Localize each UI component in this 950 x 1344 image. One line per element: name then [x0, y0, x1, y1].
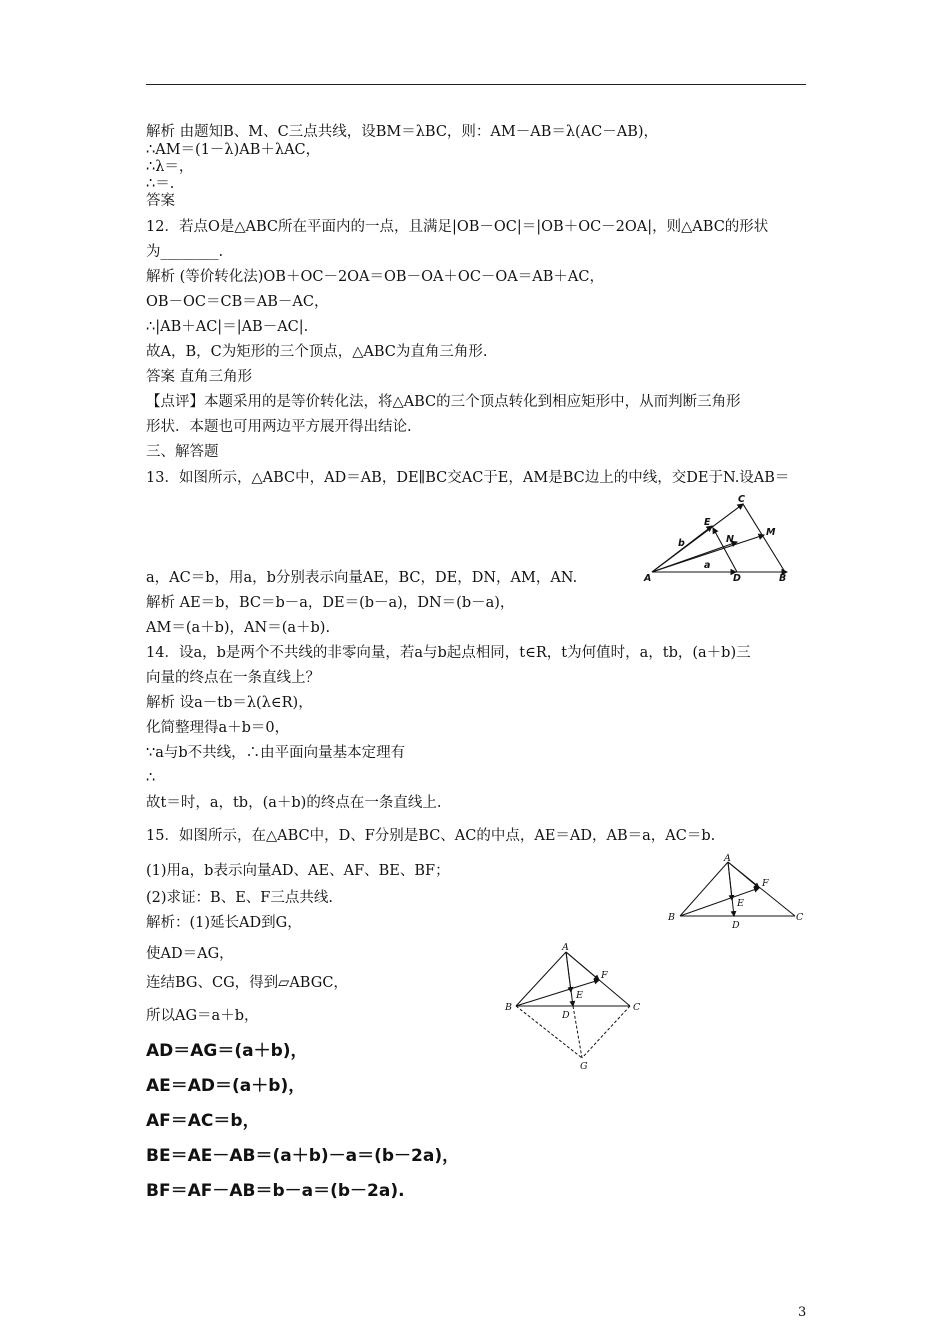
label-D: D	[733, 573, 741, 584]
header-rule	[146, 84, 806, 85]
solution-line: 故t＝时，a，tb，(a＋b)的终点在一条直线上.	[146, 795, 442, 811]
equation-line: BE＝AE－AB＝(a＋b)－a＝(b－2a)，	[146, 1146, 460, 1166]
solution-line: 化简整理得a＋b＝0，	[146, 720, 290, 736]
solution-line: ∴|AB＋AC|＝|AB－AC|.	[146, 319, 309, 335]
solution-line: OB－OC＝CB＝AB－AC，	[146, 294, 329, 310]
label-C: C	[633, 1002, 641, 1013]
equation-line: AF＝AC＝b，	[146, 1111, 260, 1131]
equation-line: AD＝AG＝(a＋b)，	[146, 1041, 308, 1061]
comment-line: 【点评】本题采用的是等价转化法，将△ABC的三个顶点转化到相应矩形中，从而判断三角形	[146, 394, 741, 410]
comment-line: 形状．本题也可用两边平方展开得出结论.	[146, 419, 412, 435]
solution-line: 解析 AE＝b，BC＝b－a，DE＝(b－a)，DN＝(b－a)，	[146, 595, 515, 611]
solution-line: 解析 (等价转化法)OB＋OC－2OA＝OB－OA＋OC－OA＝AB＋AC，	[146, 269, 604, 285]
label-A: A	[644, 573, 652, 584]
label-F: F	[762, 878, 769, 889]
label-a: a	[704, 560, 711, 571]
label-D: D	[732, 920, 740, 931]
solution-line: 连结BG、CG，得到▱ABGC，	[146, 975, 348, 991]
text-line: ∴AM＝(1－λ)AB＋λAC，	[146, 142, 321, 158]
text-line: 向量的终点在一条直线上？	[146, 670, 320, 686]
text-line: ∴＝.	[146, 176, 175, 192]
label-E: E	[704, 517, 711, 528]
solution-line: AM＝(a＋b)，AN＝(a＋b).	[146, 620, 331, 636]
text-line: (2)求证：B、E、F三点共线.	[146, 890, 333, 906]
triangle-figure-15a	[662, 852, 812, 932]
solution-line: ∴	[146, 770, 156, 786]
answer-line: 答案 直角三角形	[146, 369, 253, 385]
page-number: 3	[798, 1305, 807, 1320]
solution-line: 解析 设a－tb＝λ(λ∈R)，	[146, 695, 313, 711]
solution-line: 故A，B，C为矩形的三个顶点，△ABC为直角三角形.	[146, 344, 488, 360]
label-A: A	[562, 942, 569, 953]
label-N: N	[726, 534, 734, 545]
label-C: C	[738, 494, 745, 505]
equation-line: AE＝AD＝(a＋b)，	[146, 1076, 306, 1096]
label-D: D	[562, 1010, 570, 1021]
label-B: B	[779, 573, 787, 584]
answer-label: 答案	[146, 193, 175, 209]
solution-line: ∵a与b不共线，∴由平面向量基本定理有	[146, 745, 406, 761]
text-line: (1)用a，b表示向量AD、AE、AF、BE、BF；	[146, 863, 450, 879]
text-line: 为________.	[146, 244, 224, 260]
solution-line: 使AD＝AG，	[146, 946, 234, 962]
label-F: F	[601, 970, 608, 981]
text-line: 解析 由题知B、M、C三点共线，设BM＝λBC，则：AM－AB＝λ(AC－AB)，	[146, 124, 659, 140]
solution-line: 解析：(1)延长AD到G，	[146, 915, 302, 931]
label-A: A	[724, 853, 731, 864]
parallelogram-figure-15b	[502, 938, 650, 1074]
label-C: C	[796, 912, 804, 923]
text-line: a，AC＝b，用a，b分别表示向量AE，BC，DE，DN，AM，AN.	[146, 570, 578, 586]
label-E: E	[576, 990, 583, 1001]
equation-line: BF＝AF－AB＝b－a＝(b－2a).	[146, 1181, 405, 1201]
label-M: M	[766, 527, 776, 538]
label-B: B	[505, 1002, 512, 1013]
label-G: G	[580, 1061, 588, 1072]
triangle-figure-13	[640, 490, 800, 586]
problem-12: 12．若点O是△ABC所在平面内的一点，且满足|OB－OC|＝|OB＋OC－2OA|，则△ABC的形状	[146, 219, 769, 235]
label-E: E	[737, 898, 744, 909]
section-heading: 三、解答题	[146, 444, 219, 460]
label-b: b	[678, 538, 685, 549]
problem-15: 15．如图所示，在△ABC中，D、F分别是BC、AC的中点，AE＝AD，AB＝a，AC＝b.	[146, 828, 716, 844]
solution-line: 所以AG＝a＋b，	[146, 1008, 259, 1024]
problem-14: 14．设a，b是两个不共线的非零向量，若a与b起点相同，t∈R，t为何值时，a，tb，(a＋b)三	[146, 645, 751, 661]
problem-13: 13．如图所示，△ABC中，AD＝AB，DE∥BC交AC于E，AM是BC边上的中线，交DE于N.设AB＝	[146, 470, 790, 486]
label-B: B	[668, 912, 675, 923]
text-line: ∴λ＝，	[146, 159, 194, 175]
